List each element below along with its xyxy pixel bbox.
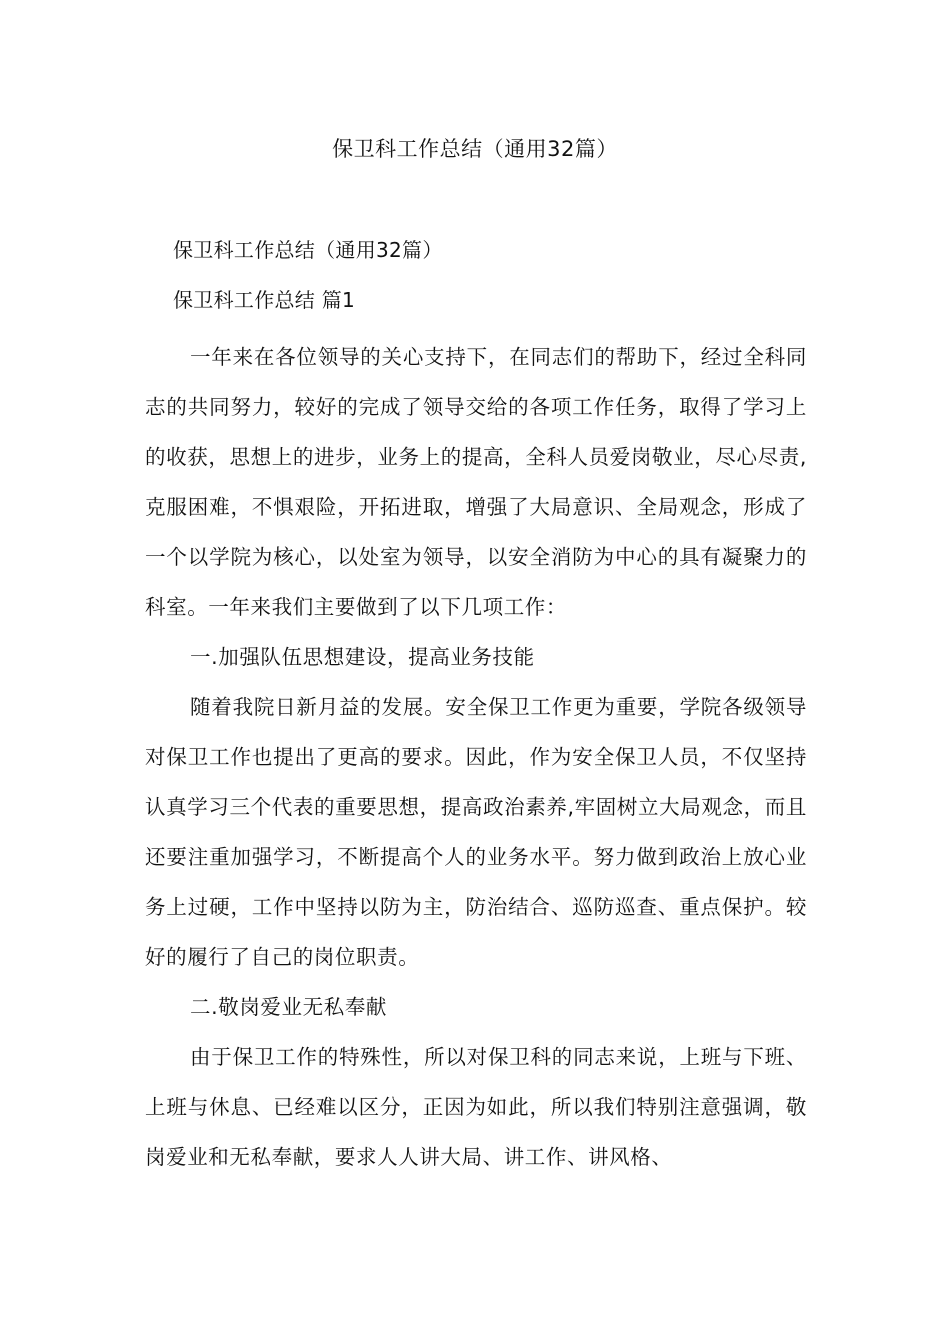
document-subtitle: 保卫科工作总结（通用32篇） <box>173 238 443 262</box>
paragraph-intro: 一年来在各位领导的关心支持下，在同志们的帮助下，经过全科同志的共同努力，较好的完成了领导交给的各项工作任务，取得了学习上的收获，思想上的进步，业务上的提高，全科人员爱岗敬业，尽心尽责,克服困难，不惧艰险，开拓进取，增强了大局意识、全局观念，形成了一个以学院为核心，以处室为领导，以安全消防为中心的具有凝聚力的科室。一年来我们主要做到了以下几项工作： <box>145 345 807 619</box>
document-title: 保卫科工作总结（通用32篇） <box>332 137 618 161</box>
document-body <box>145 232 807 1182</box>
paragraph-training: 随着我院日新月益的发展。安全保卫工作更为重要，学院各级领导对保卫工作也提出了更高的要求。因此，作为安全保卫人员，不仅坚持认真学习三个代表的重要思想，提高政治素养,牢固树立大局观念，而且还要注重加强学习，不断提高个人的业务水平。努力做到政治上放心业务上过硬，工作中坚持以防为主，防治结合、巡防巡查、重点保护。较好的履行了自己的岗位职责。 <box>145 695 807 969</box>
section-title: 保卫科工作总结 篇1 <box>173 288 356 312</box>
section-heading-1: 一.加强队伍思想建设，提高业务技能 <box>190 645 535 669</box>
paragraph-dedication: 由于保卫工作的特殊性，所以对保卫科的同志来说，上班与下班、上班与休息、已经难以区分，正因为如此，所以我们特别注意强调，敬岗爱业和无私奉献，要求人人讲大局、讲工作、讲风格、 <box>145 1045 807 1169</box>
section-heading-2: 二.敬岗爱业无私奉献 <box>190 995 388 1019</box>
